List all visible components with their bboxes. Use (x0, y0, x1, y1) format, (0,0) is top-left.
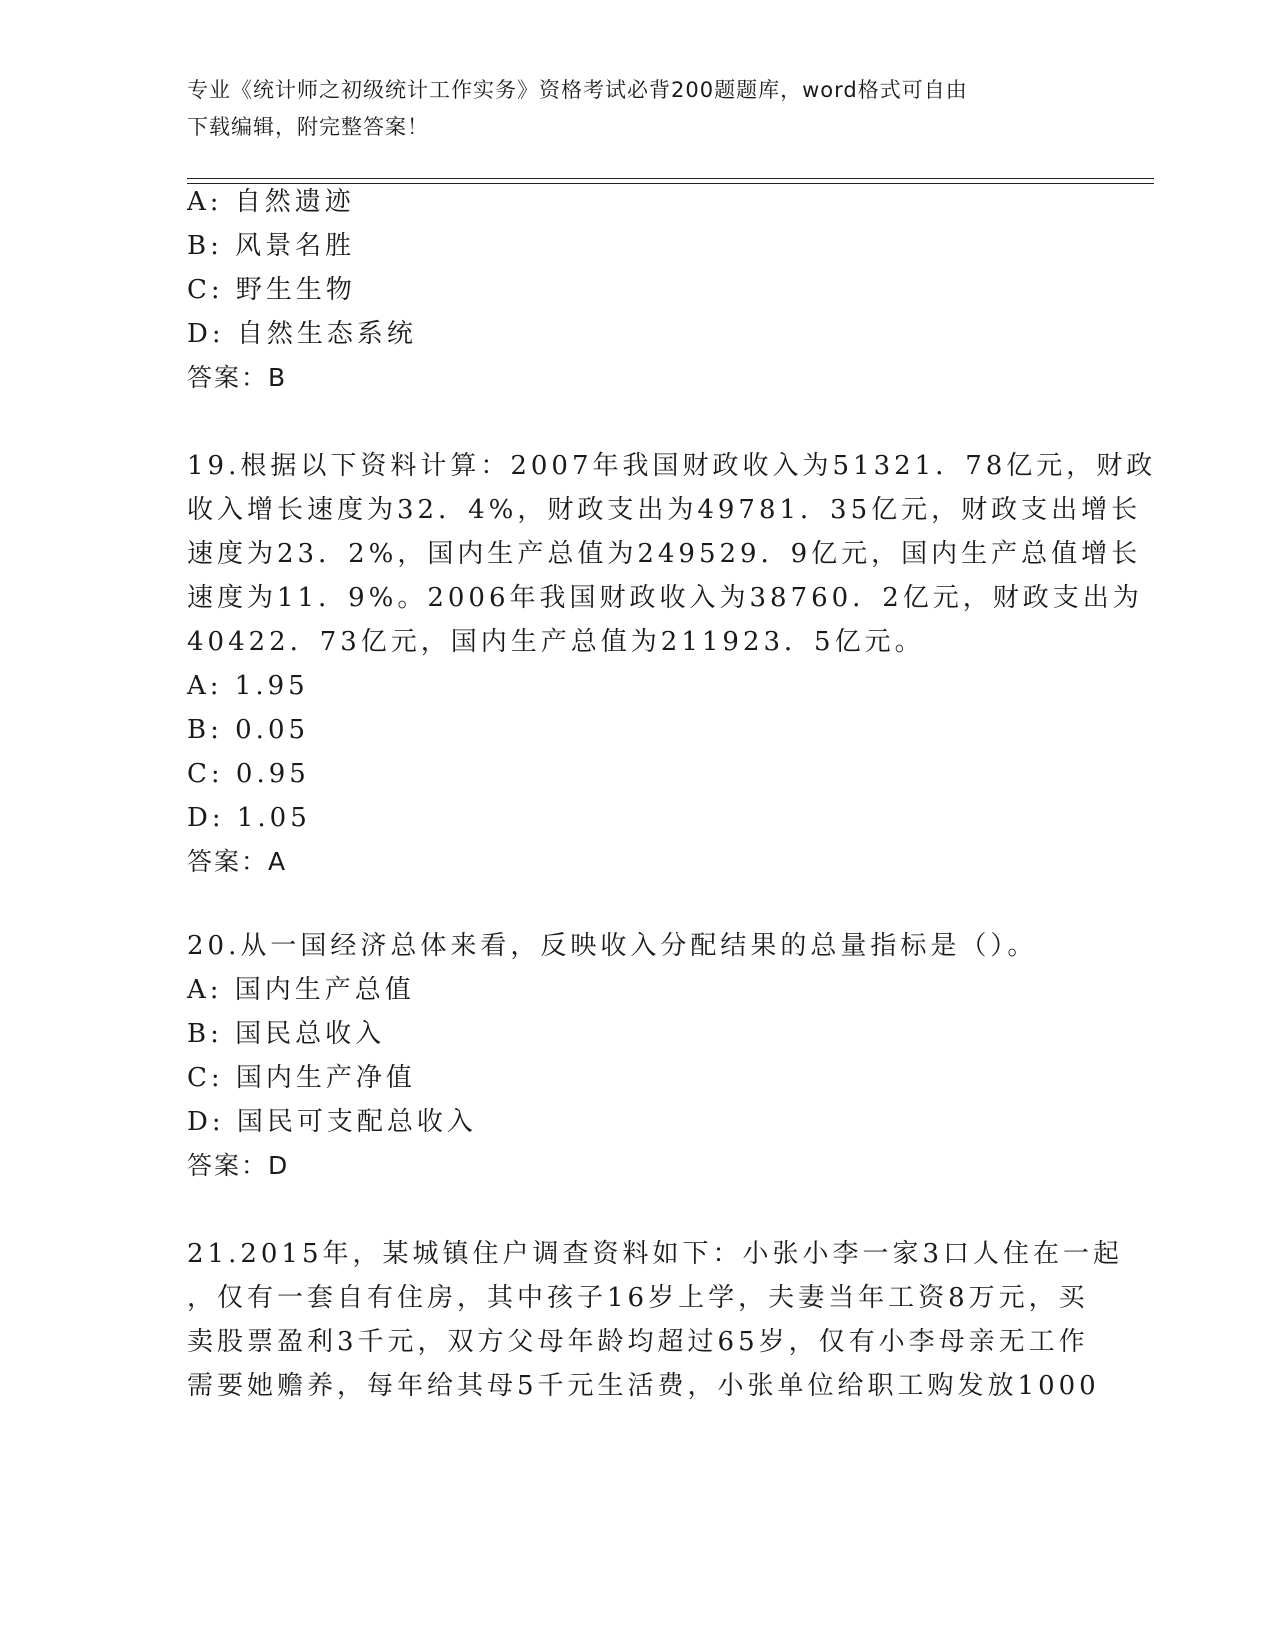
q20-answer: 答案：D (187, 1151, 290, 1180)
q18-option-c: C: 野生生物 (187, 275, 356, 305)
header-divider-bottom (187, 183, 1154, 184)
q19-text-line: 速度为23．2%，国内生产总值为249529．9亿元，国内生产总值增长 (187, 539, 1142, 569)
q18-option-d: D: 自然生态系统 (187, 319, 417, 349)
q20-option-c: C: 国内生产净值 (187, 1063, 416, 1093)
q19-option-b: B: 0.05 (187, 715, 310, 745)
header-divider-top (187, 178, 1154, 179)
q20-option-b: B: 国民总收入 (187, 1019, 386, 1049)
q18-answer: 答案：B (187, 363, 288, 392)
q21-text-line: ，仅有一套自有住房，其中孩子16岁上学，夫妻当年工资8万元，买 (187, 1283, 1089, 1313)
q19-text-line: 收入增长速度为32．4%，财政支出为49781．35亿元，财政支出增长 (187, 495, 1142, 525)
q21-text-line: 卖股票盈利3千元，双方父母年龄均超过65岁，仅有小李母亲无工作 (187, 1327, 1089, 1357)
q19-answer: 答案：A (187, 847, 288, 876)
q18-option-b: B: 风景名胜 (187, 231, 356, 261)
q19-option-a: A: 1.95 (187, 671, 309, 701)
q21-text-line: 21.2015年，某城镇住户调查资料如下：小张小李一家3口人住在一起 (187, 1239, 1124, 1269)
q20-option-d: D: 国民可支配总收入 (187, 1107, 477, 1137)
q20-text: 20.从一国经济总体来看，反映收入分配结果的总量指标是（）。 (187, 931, 1038, 961)
header-title-line1: 专业《统计师之初级统计工作实务》资格考试必背200题题库，word格式可自由 (187, 78, 968, 102)
header-title-line2: 下载编辑，附完整答案！ (187, 115, 429, 139)
q19-option-d: D: 1.05 (187, 803, 311, 833)
q18-option-a: A: 自然遗迹 (187, 187, 355, 217)
q19-text-line: 速度为11．9%。2006年我国财政收入为38760．2亿元，财政支出为 (187, 583, 1143, 613)
q19-option-c: C: 0.95 (187, 759, 310, 789)
q20-option-a: A: 国内生产总值 (187, 975, 415, 1005)
document-header (187, 72, 1087, 146)
q19-text-line: 19.根据以下资料计算：2007年我国财政收入为51321．78亿元，财政 (187, 451, 1157, 481)
q19-text-line: 40422．73亿元，国内生产总值为211923．5亿元。 (187, 627, 925, 657)
q21-text-line: 需要她赡养，每年给其母5千元生活费，小张单位给职工购发放1000 (187, 1371, 1100, 1401)
